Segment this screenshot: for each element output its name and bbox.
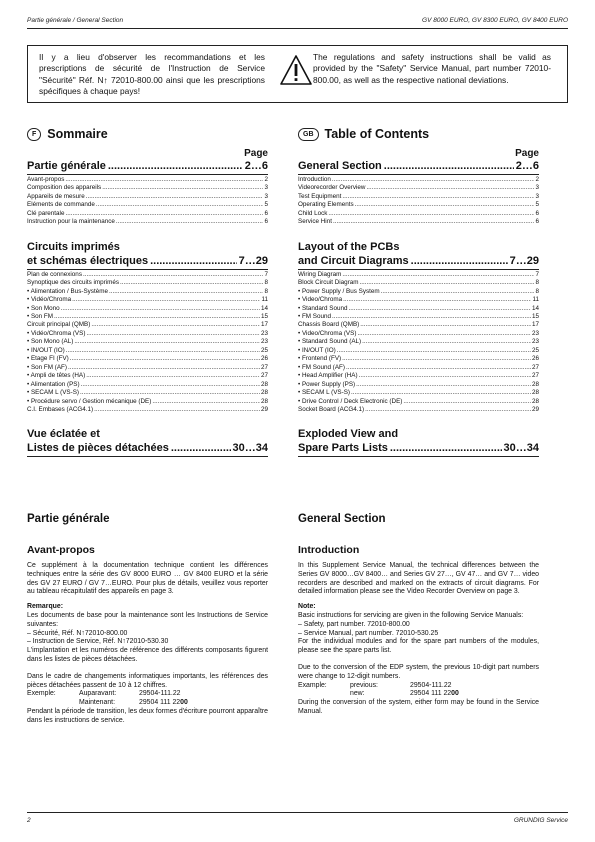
toc-entry-label: Synoptique des circuits imprimés (27, 279, 120, 287)
general-title-fr: Partie générale (27, 513, 110, 525)
toc-entry-label: Videorecorder Overview (298, 184, 366, 192)
example-new-label: new: (350, 690, 365, 698)
toc-entry[interactable] (27, 296, 268, 304)
toc-entry[interactable] (298, 364, 539, 372)
paragraph: L'implantation et les numéros de référence des différents composants figurent dans les listes de pièces détachées. (27, 647, 268, 663)
toc-entry[interactable] (298, 398, 539, 406)
toc-entry[interactable] (27, 338, 268, 346)
toc-entry-label: • Standard Sound (AL) (298, 338, 362, 346)
toc-entry[interactable] (298, 355, 539, 363)
toc-entry-label: • FM Sound (298, 312, 332, 320)
page-column-header: Page (515, 148, 539, 159)
toc-group-line1: Vue éclatée et (27, 428, 100, 441)
paragraph: Due to the conversion of the EDP system, the previous 10-digit part numbers were change to 12-digit numbers. (298, 663, 539, 680)
list-item: – Service Manual, part number. 72010-530.25 (298, 629, 439, 637)
toc-entry-label: Test Equipment (298, 192, 342, 200)
toc-entry-label: • Standard Sound (298, 304, 348, 312)
list-item: – Instruction de Service, Réf. N↑72010-530.30 (27, 638, 169, 646)
toc-entry[interactable] (27, 398, 268, 406)
toc-entry-page: 28 (260, 380, 268, 388)
toc-group-pages: 30…34 (232, 442, 268, 455)
toc-group-title: Partie générale ..... 2…6 (27, 160, 268, 173)
toc-entry[interactable] (27, 288, 268, 296)
toc-entry[interactable] (27, 364, 268, 372)
toc-entry-label: Instruction pour la maintenance (27, 218, 115, 226)
toc-entry[interactable] (298, 279, 539, 287)
toc-entry[interactable] (27, 176, 268, 184)
toc-entry-label: • Procédure servo / Gestion mécanique (DE) (27, 397, 152, 405)
toc-entry[interactable] (27, 305, 268, 313)
divider (298, 269, 539, 270)
general-title-en: General Section (298, 513, 386, 525)
toc-entry-page: 5 (535, 201, 539, 209)
toc-entry-page: 8 (264, 287, 268, 295)
toc-entry-page: 27 (260, 363, 268, 371)
toc-entry-label: • Etage FI (FV) (27, 355, 69, 363)
toc-entry-label: Clé parentale (27, 209, 65, 217)
toc-entry[interactable] (298, 372, 539, 380)
paragraph: Les documents de base pour la maintenance sont les Instructions de Service suivantes: (27, 611, 268, 628)
divider (27, 456, 268, 457)
toc-entry-page: 23 (260, 329, 268, 337)
toc-entry-label: • Power Supply (PS) (298, 380, 356, 388)
paragraph: Pendant la période de transition, les deux formes d'écriture pourront apparaître dans les instructions de service. (27, 707, 268, 724)
toc-entry-label: • IN/OUT (IO) (298, 346, 336, 354)
header-left: Partie générale / General Section (27, 17, 124, 24)
toc-entry[interactable] (27, 355, 268, 363)
list-item: – Safety, part number. 72010-800.00 (298, 620, 410, 628)
toc-entry-page: 17 (531, 321, 539, 329)
toc-entry-page: 15 (260, 312, 268, 320)
toc-entry-page: 23 (260, 338, 268, 346)
toc-entry-label: • SECAM L (VS-S) (27, 389, 80, 397)
remark-heading: Remarque: (27, 603, 63, 611)
toc-entry-label: Composition des appareils (27, 184, 102, 192)
toc-group-pages: 2…6 (244, 160, 268, 172)
toc-entry-label: • Alimentation / Bus-Système (27, 287, 108, 295)
toc-entry-page: 6 (264, 209, 268, 217)
toc-entry[interactable] (298, 381, 539, 389)
toc-group-pages: 7…29 (238, 254, 268, 267)
toc-entry-label: Child Lock (298, 209, 328, 217)
toc-entry-page: 27 (260, 372, 268, 380)
toc-entry-page: 27 (531, 372, 539, 380)
toc-group-line1: Exploded View and (298, 428, 399, 441)
toc-entry-page: 8 (264, 279, 268, 287)
example-new-label: Maintenant: (79, 699, 116, 707)
language-badge: GB (298, 128, 319, 141)
warning-text-fr: Il y a lieu d'observer les recommandations et les prescriptions de sécurité de l'Instruction de Service "Sécurité" Réf. N↑ 72010-800.00 ainsi que les prescriptions spécifiques à chaque pays! (39, 52, 265, 97)
toc-english (298, 126, 539, 458)
toc-entry-page: 3 (535, 192, 539, 200)
toc-entry-label: Plan de connexions (27, 270, 82, 278)
toc-entry-page: 5 (264, 201, 268, 209)
toc-entry[interactable] (298, 176, 539, 184)
toc-entry-label: Chassis Board (QMB) (298, 321, 360, 329)
toc-entry-page: 17 (260, 321, 268, 329)
toc-entry-label: • Alimentation (PS) (27, 380, 80, 388)
toc-entry-page: 11 (261, 296, 268, 304)
toc-entry[interactable] (27, 193, 268, 201)
toc-group-title: General Section ..... 2…6 (298, 160, 539, 173)
toc-entry-label: • Son FM (AF) (27, 363, 67, 371)
toc-entry-label: Block Circuit Diagram (298, 279, 359, 287)
toc-entry-label: • Son Mono (AL) (27, 338, 74, 346)
toc-entry-label: • FM Sound (AF) (298, 363, 345, 371)
toc-entry-page: 27 (531, 363, 539, 371)
toc-entry-page: 6 (264, 218, 268, 226)
toc-entry-page: 14 (531, 304, 539, 312)
toc-entry[interactable] (298, 210, 539, 218)
toc-entry-page: 29 (531, 405, 539, 413)
toc-entry[interactable] (27, 321, 268, 329)
note-heading: Note: (298, 603, 316, 611)
toc-entry[interactable] (27, 271, 268, 279)
divider (298, 456, 539, 457)
toc-entry-label: Appareils de mesure (27, 192, 85, 200)
toc-entry-label: Eléments de commande (27, 201, 95, 209)
toc-entry-page: 28 (260, 397, 268, 405)
toc-entry[interactable] (298, 406, 539, 414)
example-new-value: 29504 111 2200 (410, 690, 459, 698)
footer-page-number: 2 (27, 817, 31, 824)
paragraph: Dans le cadre de changements informatiques importants, les références des pièces détachées passent de 10 à 12 chiffres. (27, 672, 268, 689)
paragraph: Ce supplément à la documentation technique contient les différences techniques entre la série des GV 8000 EURO … GV 8400 EURO et la série des GV 27 EURO / GV 7…EURO. Pour plus de détails, veuillez vous reporter au tableau récapitulatif des appareils en page 3. (27, 562, 268, 596)
toc-entry-page: 3 (264, 192, 268, 200)
divider (27, 174, 268, 175)
toc-entry[interactable] (298, 218, 539, 226)
toc-entry[interactable] (27, 372, 268, 380)
toc-entry-page: 23 (531, 329, 539, 337)
general-body-en (298, 562, 539, 717)
example-label: Exemple: (27, 690, 56, 698)
example-old-value: 29504-111.22 (139, 690, 181, 698)
divider (298, 174, 539, 175)
toc-title-text: Table of Contents (324, 127, 430, 141)
toc-entry-label: Introduction (298, 176, 331, 183)
toc-entry-page: 23 (531, 338, 539, 346)
toc-entry[interactable] (298, 296, 539, 304)
list-item: – Sécurité, Réf. N↑72010-800.00 (27, 629, 128, 637)
example-label: Example: (298, 681, 327, 689)
toc-entry-page: 11 (532, 296, 539, 304)
toc-entry[interactable] (27, 347, 268, 355)
toc-entry-page: 7 (264, 270, 268, 278)
paragraph: During the conversion of the system, either form may be found in the Service Manual. (298, 699, 539, 715)
toc-entry-page: 3 (535, 184, 539, 192)
toc-entry-label: • SECAM L (VS-S) (298, 389, 351, 397)
language-badge: F (27, 128, 41, 141)
header-right: GV 8000 EURO, GV 8300 EURO, GV 8400 EURO (422, 17, 568, 24)
toc-entry-label: • Ampli de têtes (HA) (27, 372, 86, 380)
toc-entry-page: 25 (260, 346, 268, 354)
toc-entry[interactable] (27, 201, 268, 209)
toc-entry[interactable] (298, 305, 539, 313)
toc-entry-page: 28 (531, 397, 539, 405)
toc-entry-label: • Power Supply / Bus System (298, 287, 380, 295)
toc-entry[interactable] (27, 279, 268, 287)
toc-entry[interactable] (27, 381, 268, 389)
toc-entry-label: C.I. Embases (ACG4.1) (27, 405, 94, 413)
toc-entry-page: 28 (531, 380, 539, 388)
toc-entry-label: Operating Elements (298, 201, 354, 209)
example-old-label: Auparavant: (79, 690, 117, 698)
toc-entry-label: • IN/OUT (IO) (27, 346, 65, 354)
toc-entry-label: • Head Amplifier (HA) (298, 372, 358, 380)
toc-group-title: Listes de pièces détachées ..... 30…34 (27, 442, 268, 455)
toc-entry[interactable] (27, 184, 268, 192)
toc-entry[interactable] (298, 313, 539, 321)
toc-entry[interactable] (298, 330, 539, 338)
toc-entry[interactable] (298, 201, 539, 209)
toc-title (27, 126, 268, 142)
page-column-header: Page (244, 148, 268, 159)
toc-entry-label: • Drive Control / Deck Electronic (DE) (298, 397, 403, 405)
toc-entry[interactable] (298, 321, 539, 329)
warning-triangle-icon (279, 54, 313, 86)
toc-entry-page: 8 (535, 279, 539, 287)
toc-group-pages: 7…29 (509, 254, 539, 267)
toc-entry-page: 2 (264, 176, 268, 183)
example-old-label: previous: (350, 681, 378, 689)
toc-entry-label: Circuit principal (QMB) (27, 321, 91, 329)
toc-entry-page: 15 (531, 312, 539, 320)
toc-entry-label: • Vidéo/Chroma (27, 296, 72, 304)
toc-french (27, 126, 268, 458)
toc-entry[interactable] (298, 288, 539, 296)
toc-entry[interactable] (298, 389, 539, 397)
toc-entry[interactable] (298, 347, 539, 355)
general-subtitle-fr: Avant-propos (27, 544, 95, 556)
toc-entry-label: Socket Board (ACG4.1) (298, 405, 365, 413)
toc-group-pages: 2…6 (515, 160, 539, 172)
toc-entry-page: 8 (535, 287, 539, 295)
toc-entry-label: Service Hint (298, 218, 332, 226)
toc-entry[interactable] (27, 330, 268, 338)
toc-group-title: and Circuit Diagrams ..... 7…29 (298, 255, 539, 268)
example-new-value: 29504 111 2200 (139, 699, 188, 707)
toc-group-line1: Circuits imprimés (27, 240, 120, 253)
general-subtitle-en: Introduction (298, 544, 360, 556)
toc-group-title: Spare Parts Lists ..... 30…34 (298, 442, 539, 455)
paragraph: In this Supplement Service Manual, the technical differences between the Series GV 8000…GV 8400… and Series GV 27…, GV 47… and GV 7… video recorders are described and marked on the extracts of circuit diagrams. For detailed information please see the Video Recorder Overview on page 3. (298, 562, 539, 596)
toc-group-line1: Layout of the PCBs (298, 240, 400, 253)
toc-entry-page: 14 (260, 304, 268, 312)
toc-entry-page: 7 (535, 270, 539, 278)
toc-entry-page: 29 (260, 405, 268, 413)
toc-entry[interactable] (27, 218, 268, 226)
general-body-fr (27, 562, 268, 726)
toc-entry-page: 25 (531, 346, 539, 354)
divider (27, 269, 268, 270)
toc-entry[interactable] (298, 184, 539, 192)
toc-entry[interactable] (298, 338, 539, 346)
toc-entry-label: Wiring Diagram (298, 270, 342, 278)
toc-entry-label: • Video/Chroma (VS) (298, 329, 357, 337)
footer-rule (27, 812, 568, 813)
toc-entry-page: 26 (531, 355, 539, 363)
header-rule (27, 28, 568, 29)
toc-title-text: Sommaire (47, 127, 108, 141)
toc-entry[interactable] (298, 193, 539, 201)
toc-entry-page: 28 (260, 389, 268, 397)
toc-entry-page: 3 (264, 184, 268, 192)
toc-entry-label: Avant-propos (27, 176, 65, 183)
toc-entry-page: 2 (535, 176, 539, 183)
toc-entry-page: 28 (531, 389, 539, 397)
warning-text-en: The regulations and safety instructions shall be valid as provided by the "Safety" Service Manual, part number 72010-800.00, as well as the respective national deviations. (313, 52, 551, 85)
toc-entry-label: • Son Mono (27, 304, 60, 312)
toc-entry-page: 6 (535, 218, 539, 226)
toc-title (298, 126, 539, 142)
paragraph: For the individual modules and for the spare part numbers of the modules, please see the spare parts list. (298, 638, 539, 655)
toc-entry[interactable] (27, 389, 268, 397)
toc-entry[interactable] (27, 313, 268, 321)
toc-entry[interactable] (27, 210, 268, 218)
toc-entry-page: 26 (260, 355, 268, 363)
toc-entry-label: • Frontend (FV) (298, 355, 342, 363)
toc-entry[interactable] (298, 271, 539, 279)
toc-group-title: et schémas électriques ..... 7…29 (27, 255, 268, 268)
footer-brand: GRUNDIG Service (513, 817, 568, 824)
safety-warning-box (27, 45, 568, 103)
paragraph: Basic instructions for servicing are given in the following Service Manuals: (298, 611, 524, 619)
example-old-value: 29504-111.22 (410, 681, 452, 689)
toc-entry-label: • Son FM (27, 312, 53, 320)
toc-entry-label: • Video/Chroma (298, 296, 343, 304)
toc-entry-label: • Vidéo/Chroma (VS) (27, 329, 86, 337)
toc-entry[interactable] (27, 406, 268, 414)
toc-entry-page: 6 (535, 209, 539, 217)
toc-group-pages: 30…34 (503, 442, 539, 455)
